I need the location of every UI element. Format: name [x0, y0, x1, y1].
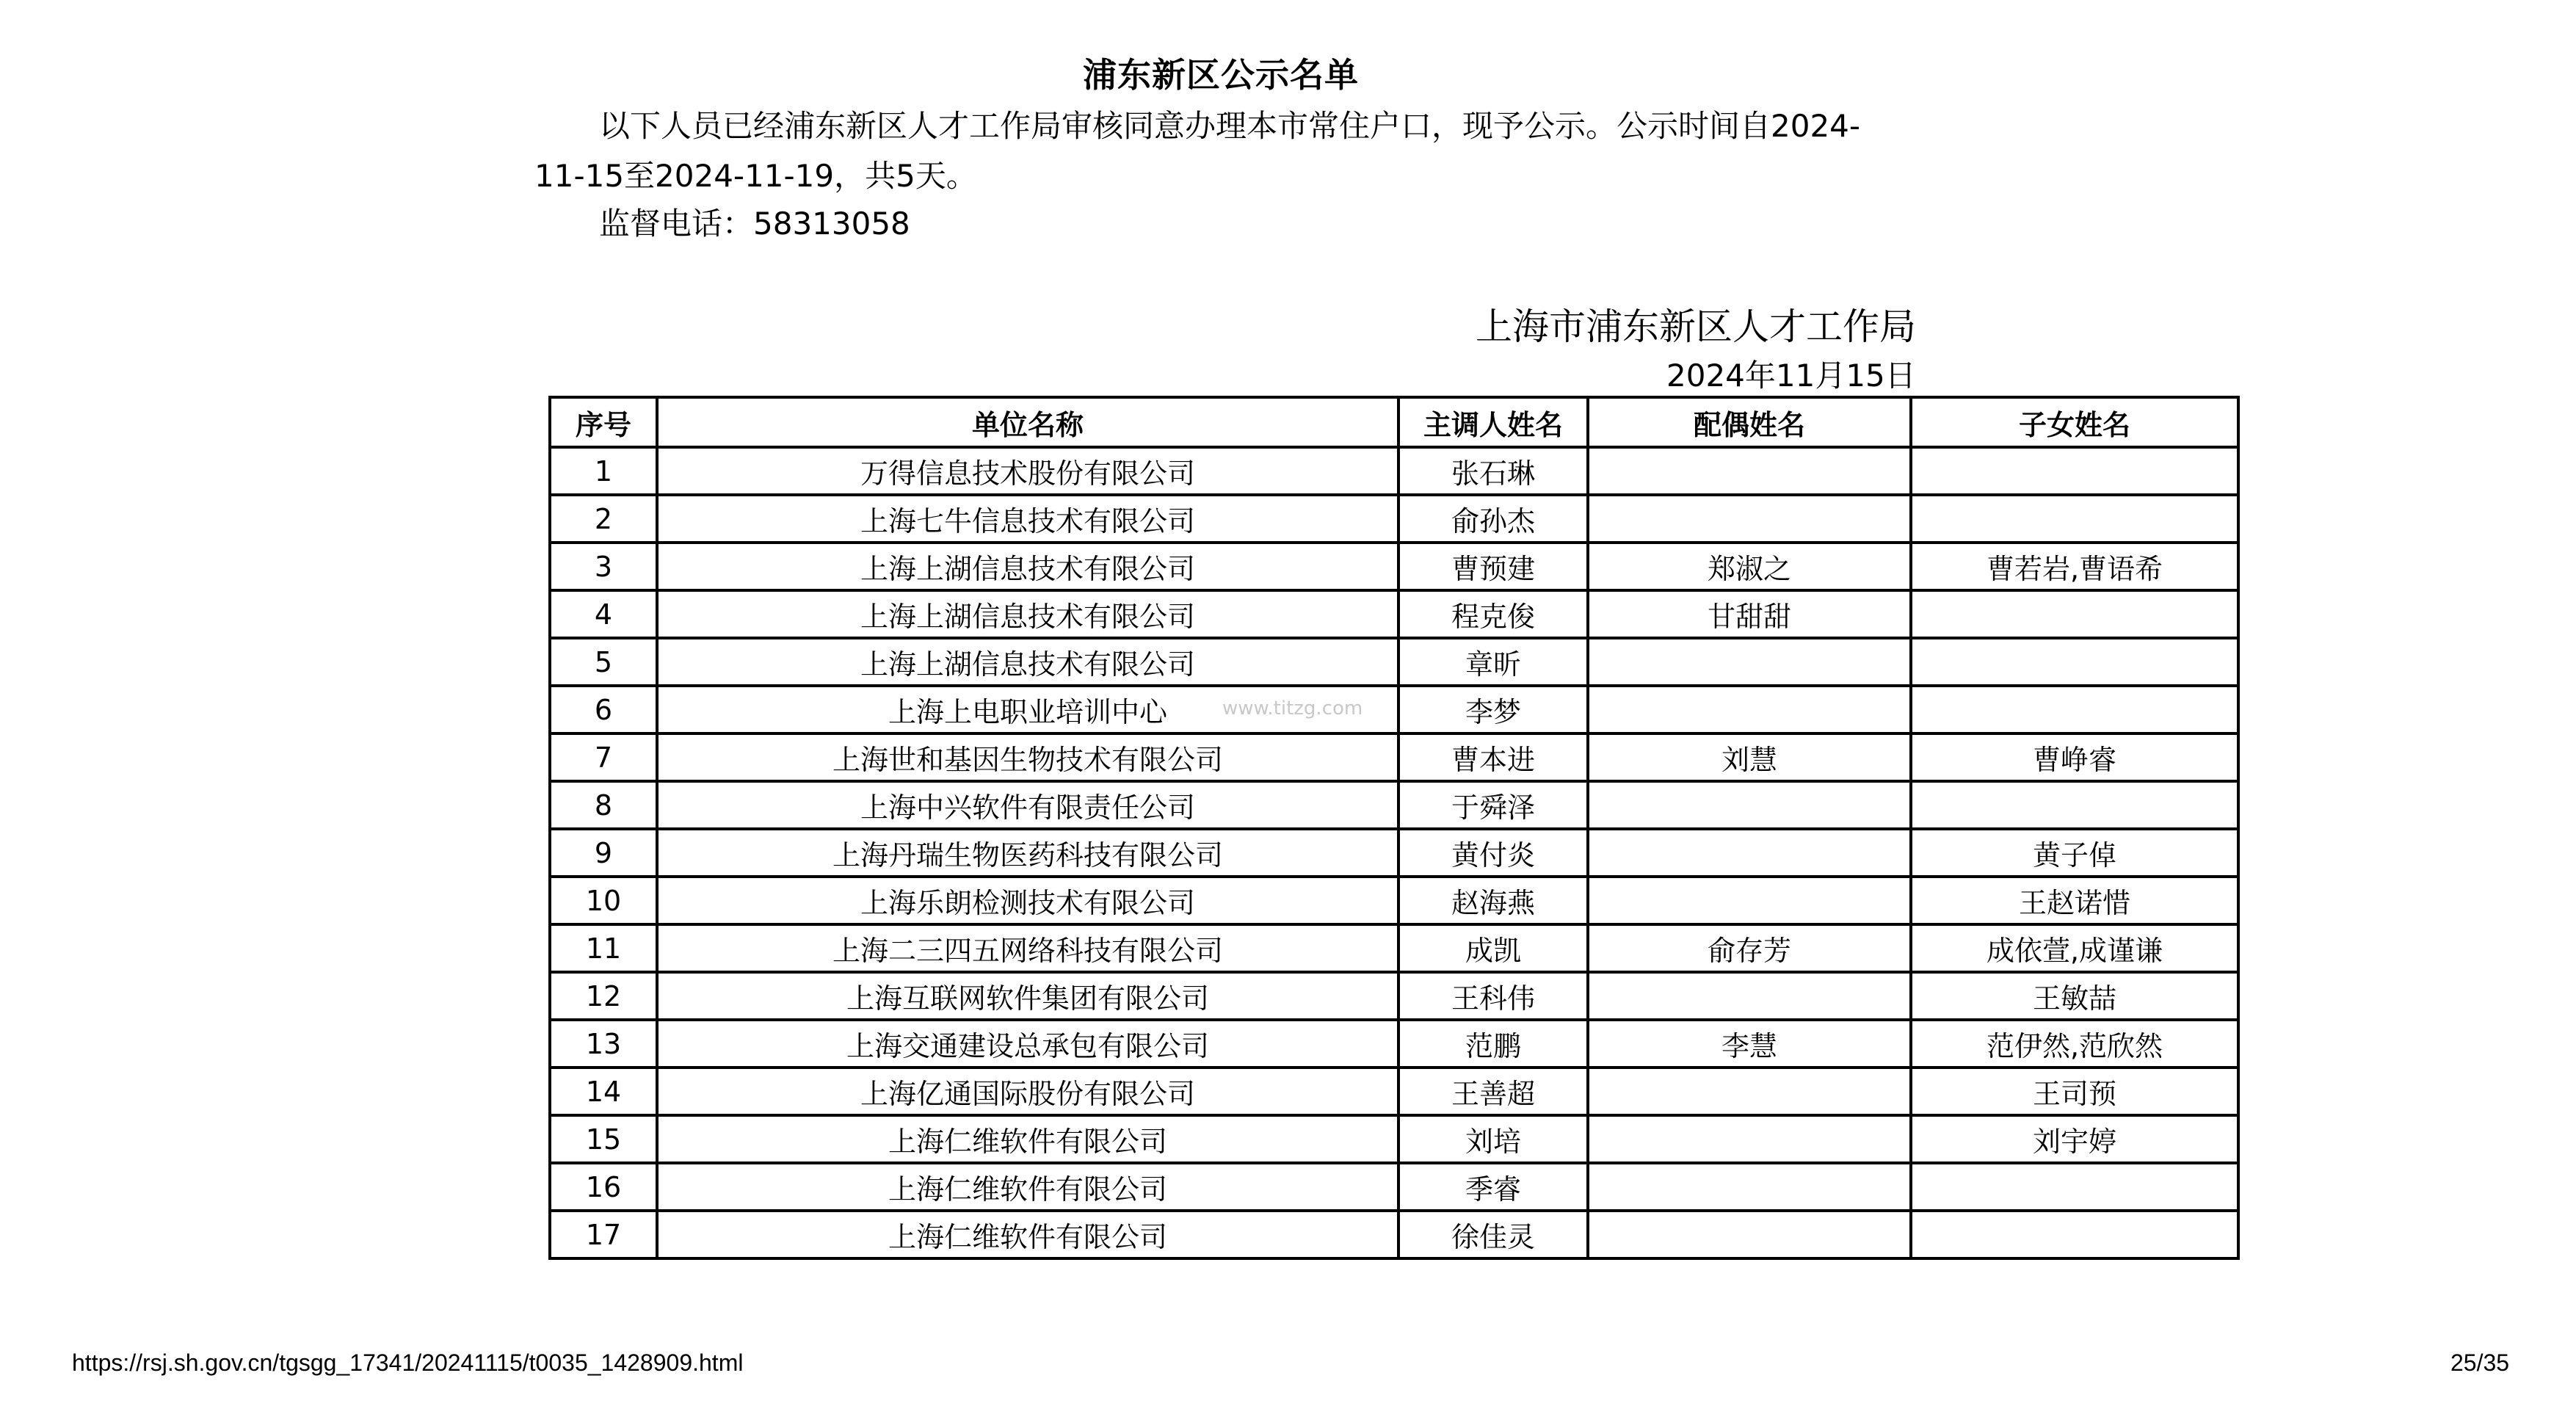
watermark: www.titzg.com — [1222, 697, 1363, 720]
issue-date: 2024年11月15日 — [1666, 358, 1916, 394]
cell-applicant-name: 曹本进 — [1398, 733, 1588, 781]
cell-applicant-name: 李梦 — [1398, 686, 1588, 733]
cell-spouse-name — [1588, 1211, 1911, 1258]
cell-applicant-name: 曹预建 — [1398, 543, 1588, 590]
cell-serial-number: 5 — [550, 638, 657, 686]
table-row — [550, 1068, 2238, 1115]
cell-applicant-name: 章昕 — [1398, 638, 1588, 686]
cell-children-names — [1911, 638, 2238, 686]
cell-spouse-name — [1588, 638, 1911, 686]
cell-children-names — [1911, 447, 2238, 495]
cell-applicant-name: 范鹏 — [1398, 1020, 1588, 1068]
cell-unit-name: 上海仁维软件有限公司 — [657, 1115, 1398, 1163]
cell-children-names — [1911, 1163, 2238, 1211]
table-row — [550, 924, 2238, 972]
supervision-phone: 监督电话：58313058 — [599, 206, 910, 242]
cell-unit-name: 上海上湖信息技术有限公司 — [657, 590, 1398, 638]
cell-unit-name: 上海仁维软件有限公司 — [657, 1211, 1398, 1258]
cell-unit-name: 上海上电职业培训中心 — [657, 686, 1398, 733]
document-title: 浦东新区公示名单 — [1083, 55, 1359, 95]
table-row — [550, 972, 2238, 1020]
table-header-row — [550, 397, 2238, 447]
cell-children-names — [1911, 686, 2238, 733]
table-row — [550, 781, 2238, 829]
cell-unit-name: 上海二三四五网络科技有限公司 — [657, 924, 1398, 972]
table-row — [550, 495, 2238, 543]
cell-serial-number: 15 — [550, 1115, 657, 1163]
cell-unit-name: 万得信息技术股份有限公司 — [657, 447, 1398, 495]
table-row — [550, 590, 2238, 638]
cell-serial-number: 4 — [550, 590, 657, 638]
header-spouse-name: 配偶姓名 — [1588, 397, 1911, 447]
cell-applicant-name: 俞孙杰 — [1398, 495, 1588, 543]
cell-serial-number: 11 — [550, 924, 657, 972]
table-body — [550, 447, 2238, 1258]
roster-table — [548, 396, 2240, 1260]
cell-spouse-name — [1588, 1115, 1911, 1163]
cell-serial-number: 17 — [550, 1211, 657, 1258]
cell-children-names: 王司预 — [1911, 1068, 2238, 1115]
footer-page-number: 25/35 — [2450, 1349, 2510, 1376]
intro-paragraph — [534, 101, 1929, 201]
cell-unit-name: 上海互联网软件集团有限公司 — [657, 972, 1398, 1020]
cell-serial-number: 9 — [550, 829, 657, 877]
cell-applicant-name: 刘培 — [1398, 1115, 1588, 1163]
cell-serial-number: 16 — [550, 1163, 657, 1211]
cell-applicant-name: 季睿 — [1398, 1163, 1588, 1211]
cell-children-names: 王敏喆 — [1911, 972, 2238, 1020]
table-row — [550, 447, 2238, 495]
cell-children-names: 王赵诺惜 — [1911, 877, 2238, 924]
table-row — [550, 543, 2238, 590]
cell-children-names: 成依萱,成谨谦 — [1911, 924, 2238, 972]
cell-children-names — [1911, 781, 2238, 829]
cell-serial-number: 7 — [550, 733, 657, 781]
cell-spouse-name: 刘慧 — [1588, 733, 1911, 781]
table-row — [550, 829, 2238, 877]
cell-serial-number: 10 — [550, 877, 657, 924]
cell-unit-name: 上海七牛信息技术有限公司 — [657, 495, 1398, 543]
cell-serial-number: 2 — [550, 495, 657, 543]
cell-spouse-name: 俞存芳 — [1588, 924, 1911, 972]
table-row — [550, 638, 2238, 686]
cell-applicant-name: 张石琳 — [1398, 447, 1588, 495]
cell-serial-number: 1 — [550, 447, 657, 495]
cell-spouse-name: 李慧 — [1588, 1020, 1911, 1068]
cell-unit-name: 上海仁维软件有限公司 — [657, 1163, 1398, 1211]
cell-unit-name: 上海丹瑞生物医药科技有限公司 — [657, 829, 1398, 877]
cell-serial-number: 12 — [550, 972, 657, 1020]
cell-children-names — [1911, 1211, 2238, 1258]
cell-spouse-name — [1588, 1163, 1911, 1211]
cell-unit-name: 上海上湖信息技术有限公司 — [657, 638, 1398, 686]
table-row — [550, 877, 2238, 924]
cell-spouse-name: 郑淑之 — [1588, 543, 1911, 590]
cell-applicant-name: 徐佳灵 — [1398, 1211, 1588, 1258]
cell-spouse-name — [1588, 829, 1911, 877]
cell-applicant-name: 于舜泽 — [1398, 781, 1588, 829]
cell-children-names: 刘宇婷 — [1911, 1115, 2238, 1163]
intro-line-2: 11-15至2024-11-19，共5天。 — [534, 158, 977, 194]
cell-children-names: 曹峥睿 — [1911, 733, 2238, 781]
cell-children-names: 范伊然,范欣然 — [1911, 1020, 2238, 1068]
header-unit-name: 单位名称 — [657, 397, 1398, 447]
cell-unit-name: 上海上湖信息技术有限公司 — [657, 543, 1398, 590]
table-row — [550, 1211, 2238, 1258]
cell-serial-number: 14 — [550, 1068, 657, 1115]
cell-applicant-name: 成凯 — [1398, 924, 1588, 972]
cell-spouse-name — [1588, 877, 1911, 924]
cell-spouse-name — [1588, 1068, 1911, 1115]
cell-applicant-name: 黄付炎 — [1398, 829, 1588, 877]
cell-spouse-name — [1588, 972, 1911, 1020]
cell-unit-name: 上海亿通国际股份有限公司 — [657, 1068, 1398, 1115]
cell-children-names: 曹若岩,曹语希 — [1911, 543, 2238, 590]
cell-unit-name: 上海交通建设总承包有限公司 — [657, 1020, 1398, 1068]
cell-applicant-name: 王善超 — [1398, 1068, 1588, 1115]
cell-children-names — [1911, 590, 2238, 638]
table-row — [550, 1115, 2238, 1163]
cell-unit-name: 上海世和基因生物技术有限公司 — [657, 733, 1398, 781]
cell-applicant-name: 王科伟 — [1398, 972, 1588, 1020]
cell-unit-name: 上海乐朗检测技术有限公司 — [657, 877, 1398, 924]
cell-serial-number: 8 — [550, 781, 657, 829]
cell-unit-name: 上海中兴软件有限责任公司 — [657, 781, 1398, 829]
table-row — [550, 686, 2238, 733]
cell-applicant-name: 赵海燕 — [1398, 877, 1588, 924]
cell-spouse-name — [1588, 447, 1911, 495]
cell-children-names — [1911, 495, 2238, 543]
header-serial-number: 序号 — [550, 397, 657, 447]
header-applicant-name: 主调人姓名 — [1398, 397, 1588, 447]
footer-url: https://rsj.sh.gov.cn/tgsgg_17341/20241115/t0035_1428909.html — [72, 1349, 744, 1376]
cell-spouse-name — [1588, 686, 1911, 733]
table-row — [550, 733, 2238, 781]
cell-serial-number: 13 — [550, 1020, 657, 1068]
issuing-agency: 上海市浦东新区人才工作局 — [1476, 305, 1916, 348]
cell-applicant-name: 程克俊 — [1398, 590, 1588, 638]
cell-spouse-name: 甘甜甜 — [1588, 590, 1911, 638]
intro-line-1: 以下人员已经浦东新区人才工作局审核同意办理本市常住户口，现予公示。公示时间自2024- — [599, 108, 1861, 144]
header-children-names: 子女姓名 — [1911, 397, 2238, 447]
cell-spouse-name — [1588, 781, 1911, 829]
cell-children-names: 黄子倬 — [1911, 829, 2238, 877]
cell-serial-number: 3 — [550, 543, 657, 590]
table-row — [550, 1163, 2238, 1211]
table-row — [550, 1020, 2238, 1068]
cell-serial-number: 6 — [550, 686, 657, 733]
cell-spouse-name — [1588, 495, 1911, 543]
